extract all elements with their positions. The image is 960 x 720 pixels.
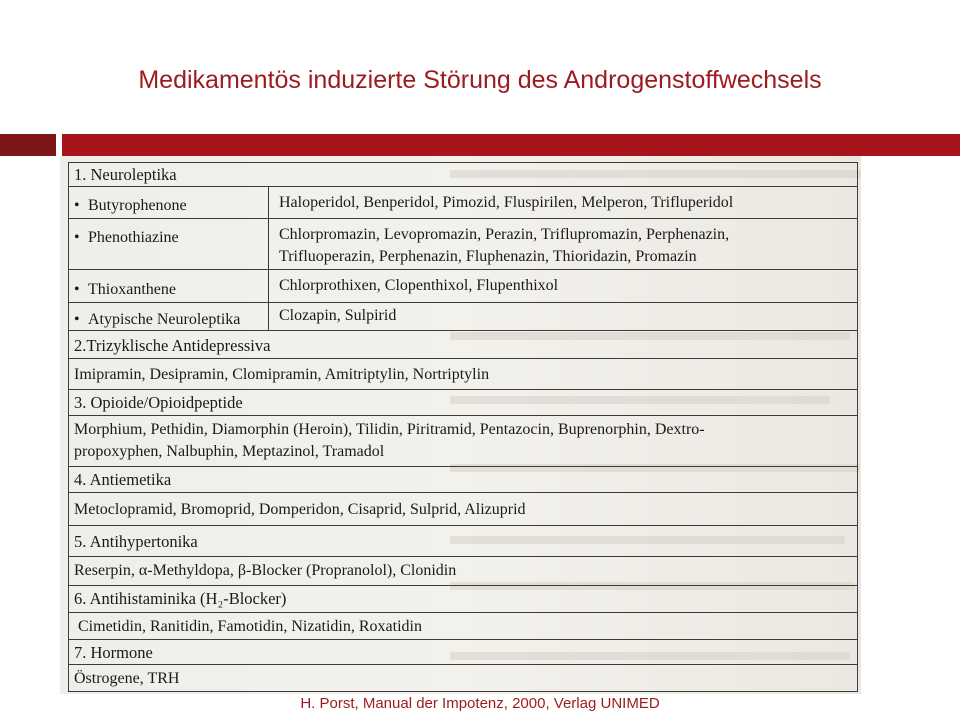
section-heading: 2.Trizyklische Antidepressiva (74, 336, 271, 355)
drug-list: Trifluoperazin, Perphenazin, Fluphenazin, Thioridazin, Promazin (279, 248, 697, 265)
drug-list: Metoclopramid, Bromoprid, Domperidon, Cisaprid, Sulprid, Alizuprid (74, 501, 526, 518)
table-rule (68, 585, 858, 586)
table-rule (68, 389, 858, 390)
class-name: Thioxanthene (88, 281, 176, 298)
table-border-left (68, 162, 69, 692)
table-rule (68, 415, 858, 416)
drug-list: Imipramin, Desipramin, Clomipramin, Amitriptylin, Nortriptylin (74, 366, 490, 383)
table-rule (68, 664, 858, 665)
table-rule (68, 492, 858, 493)
table-rule (68, 269, 858, 270)
section-heading: 4. Antiemetika (74, 470, 172, 489)
title-divider-dark (0, 134, 56, 156)
scanned-table-image (60, 156, 861, 694)
table-rule (68, 639, 858, 640)
table-rule (68, 556, 858, 557)
table-rule (68, 525, 858, 526)
drug-list: Östrogene, TRH (74, 670, 180, 687)
class-label (74, 280, 176, 300)
drug-list: Chlorprothixen, Clopenthixol, Flupenthixol (279, 277, 559, 294)
table-rule (68, 691, 858, 692)
title-divider-red (62, 134, 960, 156)
table-column-divider (268, 186, 269, 330)
class-label (74, 196, 187, 216)
table-rule (68, 330, 858, 331)
bullet: • (74, 197, 80, 214)
table-rule (68, 466, 858, 467)
table-rule (68, 302, 858, 303)
drug-list: Morphium, Pethidin, Diamorphin (Heroin), Tilidin, Piritramid, Pentazocin, Buprenorphin, Dextro- (74, 421, 705, 438)
class-label (74, 228, 179, 248)
section-heading: 1. Neuroleptika (74, 165, 177, 184)
table-rule (68, 186, 858, 187)
class-name: Atypische Neuroleptika (88, 311, 241, 328)
drug-list: Reserpin, α-Methyldopa, β-Blocker (Propranolol), Clonidin (74, 562, 457, 579)
drug-list: Cimetidin, Ranitidin, Famotidin, Nizatidin, Roxatidin (78, 618, 422, 635)
slide-title: Medikamentös induzierte Störung des Androgenstoffwechsels (138, 66, 822, 94)
drug-list: propoxyphen, Nalbuphin, Meptazinol, Tramadol (74, 443, 385, 460)
source-citation: H. Porst, Manual der Impotenz, 2000, Verlag UNIMED (300, 695, 660, 712)
drug-list: Clozapin, Sulpirid (279, 307, 397, 324)
class-name: Phenothiazine (88, 229, 179, 246)
bullet: • (74, 229, 80, 246)
table-rule (68, 218, 858, 219)
table-rule (68, 612, 858, 613)
bullet: • (74, 281, 80, 298)
drug-list: Chlorpromazin, Levopromazin, Perazin, Triflupromazin, Perphenazin, (279, 226, 730, 243)
section-heading: 5. Antihypertonika (74, 532, 198, 551)
bullet: • (74, 311, 80, 328)
section-heading: 7. Hormone (74, 643, 153, 662)
section-heading: 3. Opioide/Opioidpeptide (74, 393, 243, 412)
table-border-right (857, 162, 858, 692)
class-name: Butyrophenone (88, 197, 187, 214)
class-label (74, 310, 240, 330)
drug-list: Haloperidol, Benperidol, Pimozid, Fluspirilen, Melperon, Trifluperidol (279, 194, 734, 211)
table-rule (68, 162, 858, 163)
section-heading: 6. Antihistaminika (H₂-Blocker) (74, 589, 287, 608)
table-rule (68, 358, 858, 359)
